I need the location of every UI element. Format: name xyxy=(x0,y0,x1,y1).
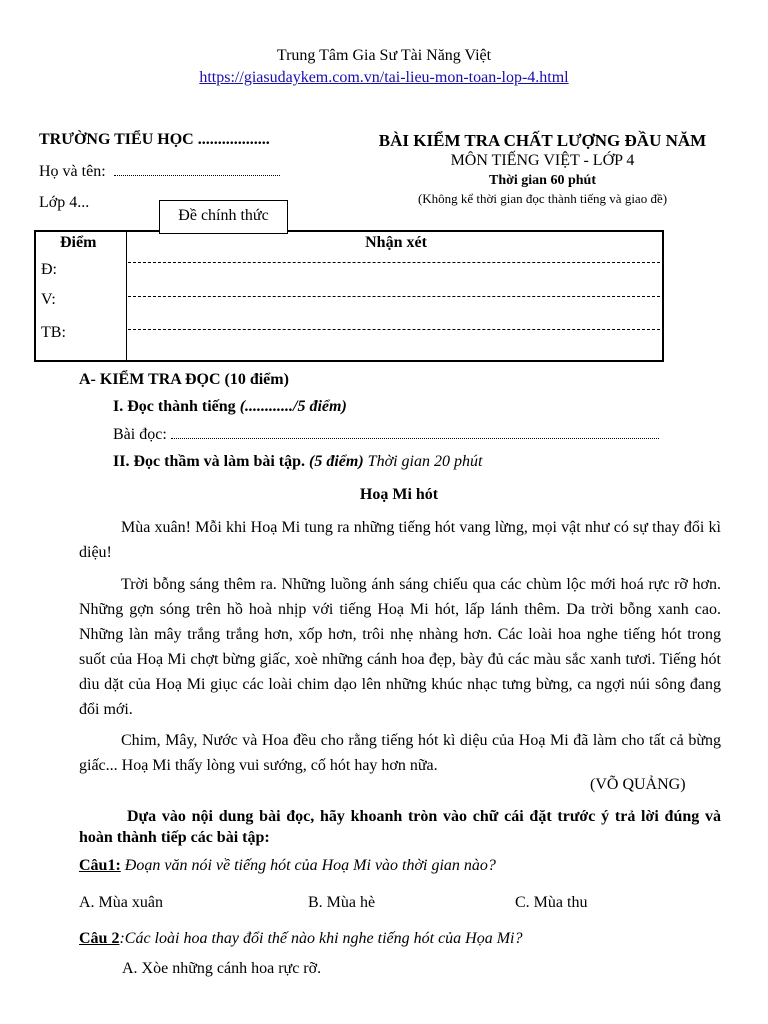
q2-option-a[interactable]: A. Xòe những cánh hoa rực rỡ. xyxy=(122,960,322,977)
exam-subject: MÔN TIẾNG VIỆT - LỚP 4 xyxy=(450,152,635,169)
source-link[interactable]: https://giasudaykem.com.vn/tai-lieu-mon-toan-lop-4.html xyxy=(199,69,569,86)
passage-paragraph-1: Mùa xuân! Mỗi khi Hoạ Mi tung ra những tiếng hót vang lừng, mọi vật như có sự thay đổi kì diệu! xyxy=(79,519,721,561)
score-row-d: Đ: xyxy=(41,261,57,278)
passage-paragraph-3: Chim, Mây, Nước và Hoa đều cho rằng tiếng hót kì diệu của Hoạ Mi đã làm cho tất cả bừng giấc... Hoạ Mi thấy lòng vui sướng, cố hót hay hơn nữa. xyxy=(79,732,721,774)
reading-row xyxy=(113,426,659,444)
question-1-text: Đoạn văn nói về tiếng hót của Hoạ Mi vào thời gian nào? xyxy=(120,857,496,874)
table-divider xyxy=(126,232,127,360)
exam-title: BÀI KIỂM TRA CHẤT LƯỢNG ĐẦU NĂM xyxy=(378,131,707,150)
score-row-v: V: xyxy=(41,291,56,308)
q1-option-b[interactable]: B. Mùa hè xyxy=(308,894,376,911)
school-name: TRƯỜNG TIỂU HỌC .................. xyxy=(39,131,270,148)
question-1 xyxy=(79,857,496,875)
name-label: Họ và tên: xyxy=(39,163,106,180)
comment-header: Nhận xét xyxy=(365,234,427,251)
question-1-label: Câu1: xyxy=(79,857,121,874)
q1-option-c[interactable]: C. Mùa thu xyxy=(515,894,588,911)
part1-heading xyxy=(113,398,347,416)
name-input-line[interactable] xyxy=(114,163,280,176)
section-a-title: A- KIỂM TRA ĐỌC (10 điểm) xyxy=(79,371,289,388)
comment-line[interactable] xyxy=(128,262,660,263)
passage-title: Hoạ Mi hót xyxy=(359,486,439,503)
question-2-text: :Các loài hoa thay đổi thế nào khi nghe tiếng hót của Họa Mi? xyxy=(119,930,523,947)
reading-label: Bài đọc: xyxy=(113,426,167,443)
part2-title: II. Đọc thầm và làm bài tập. xyxy=(113,453,306,470)
score-header: Điểm xyxy=(60,234,97,251)
part1-score: (............/5 điểm) xyxy=(239,398,347,415)
question-2-label: Câu 2 xyxy=(79,930,120,947)
center-name: Trung Tâm Gia Sư Tài Năng Việt xyxy=(276,47,492,64)
exam-note: (Không kể thời gian đọc thành tiếng và giao đề) xyxy=(417,191,668,206)
q1-option-a[interactable]: A. Mùa xuân xyxy=(79,894,163,911)
score-table xyxy=(34,230,664,362)
part1-title: I. Đọc thành tiếng xyxy=(113,398,236,415)
part2-heading xyxy=(113,453,482,471)
question-2 xyxy=(79,930,523,948)
passage-paragraph-2: Trời bỗng sáng thêm ra. Những luồng ánh sáng chiếu qua các chùm lộc mới hoá rực rỡ hơn. Những gợn sóng trên hồ hoà nhịp với tiếng Hoạ Mi hót, lấp lánh thêm. Da trời bỗng xanh cao. Những làn mây trắng trắng hơn, xốp hơn, trôi nhẹ nhàng hơn. Các loài hoa nghe tiếng hót trong suốt của Hoạ Mi chợt bừng giấc, xoè những cánh hoa đẹp, bày đủ các màu sắc xanh tươi. Tiếng hót dìu dặt của Hoạ Mi giục các loài chim dạo lên những khúc nhạc tưng bừng, ca ngợi núi sông đang đổi mới. xyxy=(79,576,721,718)
instructions: Dựa vào nội dung bài đọc, hãy khoanh tròn vào chữ cái đặt trước ý trả lời đúng và hoàn thành tiếp các bài tập: xyxy=(79,808,721,846)
exam-duration: Thời gian 60 phút xyxy=(489,173,596,188)
class-label: Lớp 4... xyxy=(39,194,90,211)
name-field-row xyxy=(39,163,280,181)
reading-input-line[interactable] xyxy=(171,426,659,439)
comment-line[interactable] xyxy=(128,329,660,330)
score-row-tb: TB: xyxy=(41,324,66,341)
comment-line[interactable] xyxy=(128,296,660,297)
part2-score: (5 điểm) xyxy=(309,453,364,470)
passage-author: (VÕ QUẢNG) xyxy=(590,776,686,793)
official-exam-box: Đề chính thức xyxy=(159,200,288,234)
part2-time: Thời gian 20 phút xyxy=(367,453,483,470)
